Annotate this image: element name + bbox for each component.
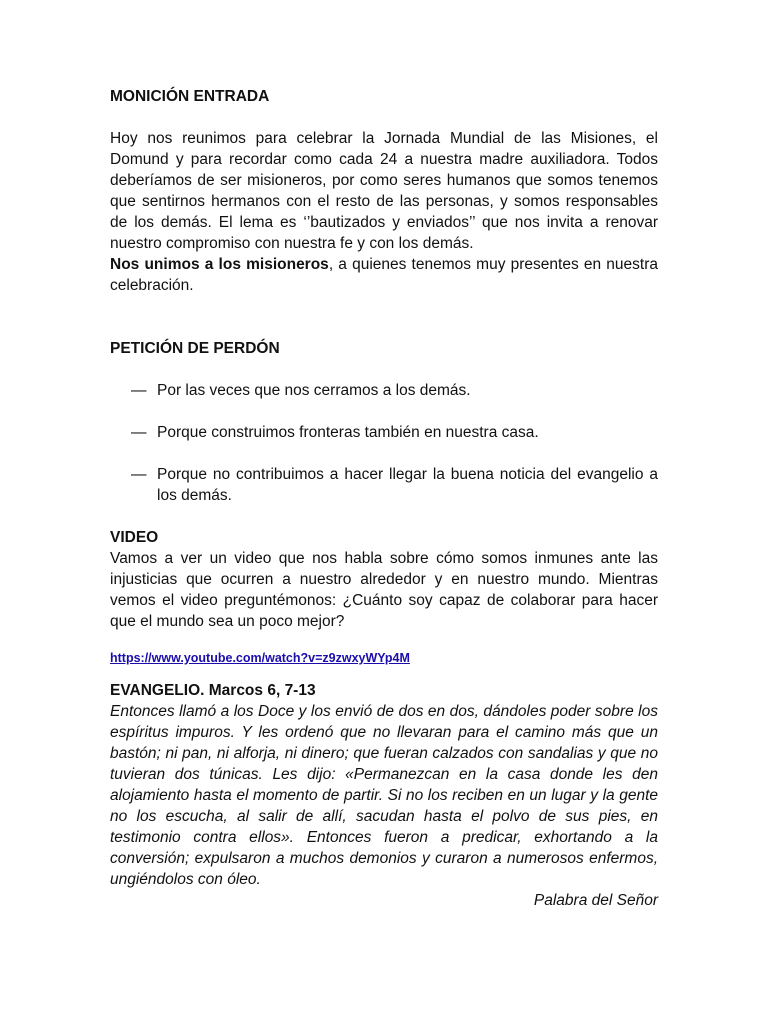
heading-evangelio: EVANGELIO. Marcos 6, 7-13 (110, 682, 316, 699)
dash-marker: — (131, 382, 147, 399)
closing-palabra: Palabra del Señor (533, 892, 658, 909)
section-video (110, 527, 658, 666)
perdon-list (110, 380, 658, 506)
emphasis-misioneros: Nos unimos a los misioneros (110, 256, 329, 273)
list-item (110, 464, 658, 506)
dash-marker: — (131, 466, 147, 483)
paragraph-misioneros (110, 254, 658, 296)
section-peticion-perdon (110, 338, 658, 506)
list-item-text: Porque construimos fronteras también en nuestra casa. (157, 424, 539, 441)
paragraph-evangelio: Entonces llamó a los Doce y los envió de dos en dos, dándoles poder sobre los espíritus impuros. Y les ordenó que no llevaran para el camino más que un bastón; ni pan, ni alforja, ni dinero; que fueran calzados con sandalias y que no tuvieran dos túnicas. Les dijo: «Permanezcan en la casa donde les den alojamiento hasta el momento de partir. Si no los reciben en un lugar y la gente no los escucha, al salir de allí, sacudan hasta el polvo de sus pies, en testimonio contra ellos». Entonces fueron a predicar, exhortando a la conversión; expulsaron a muchos demonios y curaron a numerosos enfermos, ungiéndolos con óleo. (110, 703, 658, 888)
paragraph-video: Vamos a ver un video que nos habla sobre cómo somos inmunes ante las injusticias que ocurren a nuestro alrededor y en nuestro mundo. Mientras vemos el video preguntémonos: ¿Cuánto soy capaz de colaborar para hacer que el mundo sea un poco mejor? (110, 550, 658, 630)
list-item (110, 380, 658, 401)
paragraph-monicion: Hoy nos reunimos para celebrar la Jornada Mundial de las Misiones, el Domund y para recordar como cada 24 a nuestra madre auxiliadora. Todos deberíamos de ser misioneros, por como seres humanos que somos tenemos que sentirnos hermanos con el resto de las personas, y somos responsables de los demás. El lema es ‘’bautizados y enviados’’ que nos invita a renovar nuestro compromiso con nuestra fe y con los demás. (110, 130, 658, 252)
section-evangelio (110, 680, 658, 911)
document-page (110, 86, 658, 911)
heading-peticion-perdon: PETICIÓN DE PERDÓN (110, 340, 280, 357)
section-monicion-entrada (110, 86, 658, 296)
list-item-text: Por las veces que nos cerramos a los demás. (157, 382, 471, 399)
video-link-line (110, 650, 658, 666)
dash-marker: — (131, 424, 147, 441)
list-item (110, 422, 658, 443)
heading-video: VIDEO (110, 529, 159, 546)
heading-monicion-entrada: MONICIÓN ENTRADA (110, 88, 270, 105)
youtube-link[interactable]: https://www.youtube.com/watch?v=z9zwxyWYp4M (110, 651, 410, 665)
misioneros-rest: , a quienes tenemos muy presentes en nuestra celebración. (110, 256, 659, 294)
list-item-text: Porque no contribuimos a hacer llegar la buena noticia del evangelio a los demás. (157, 466, 658, 504)
